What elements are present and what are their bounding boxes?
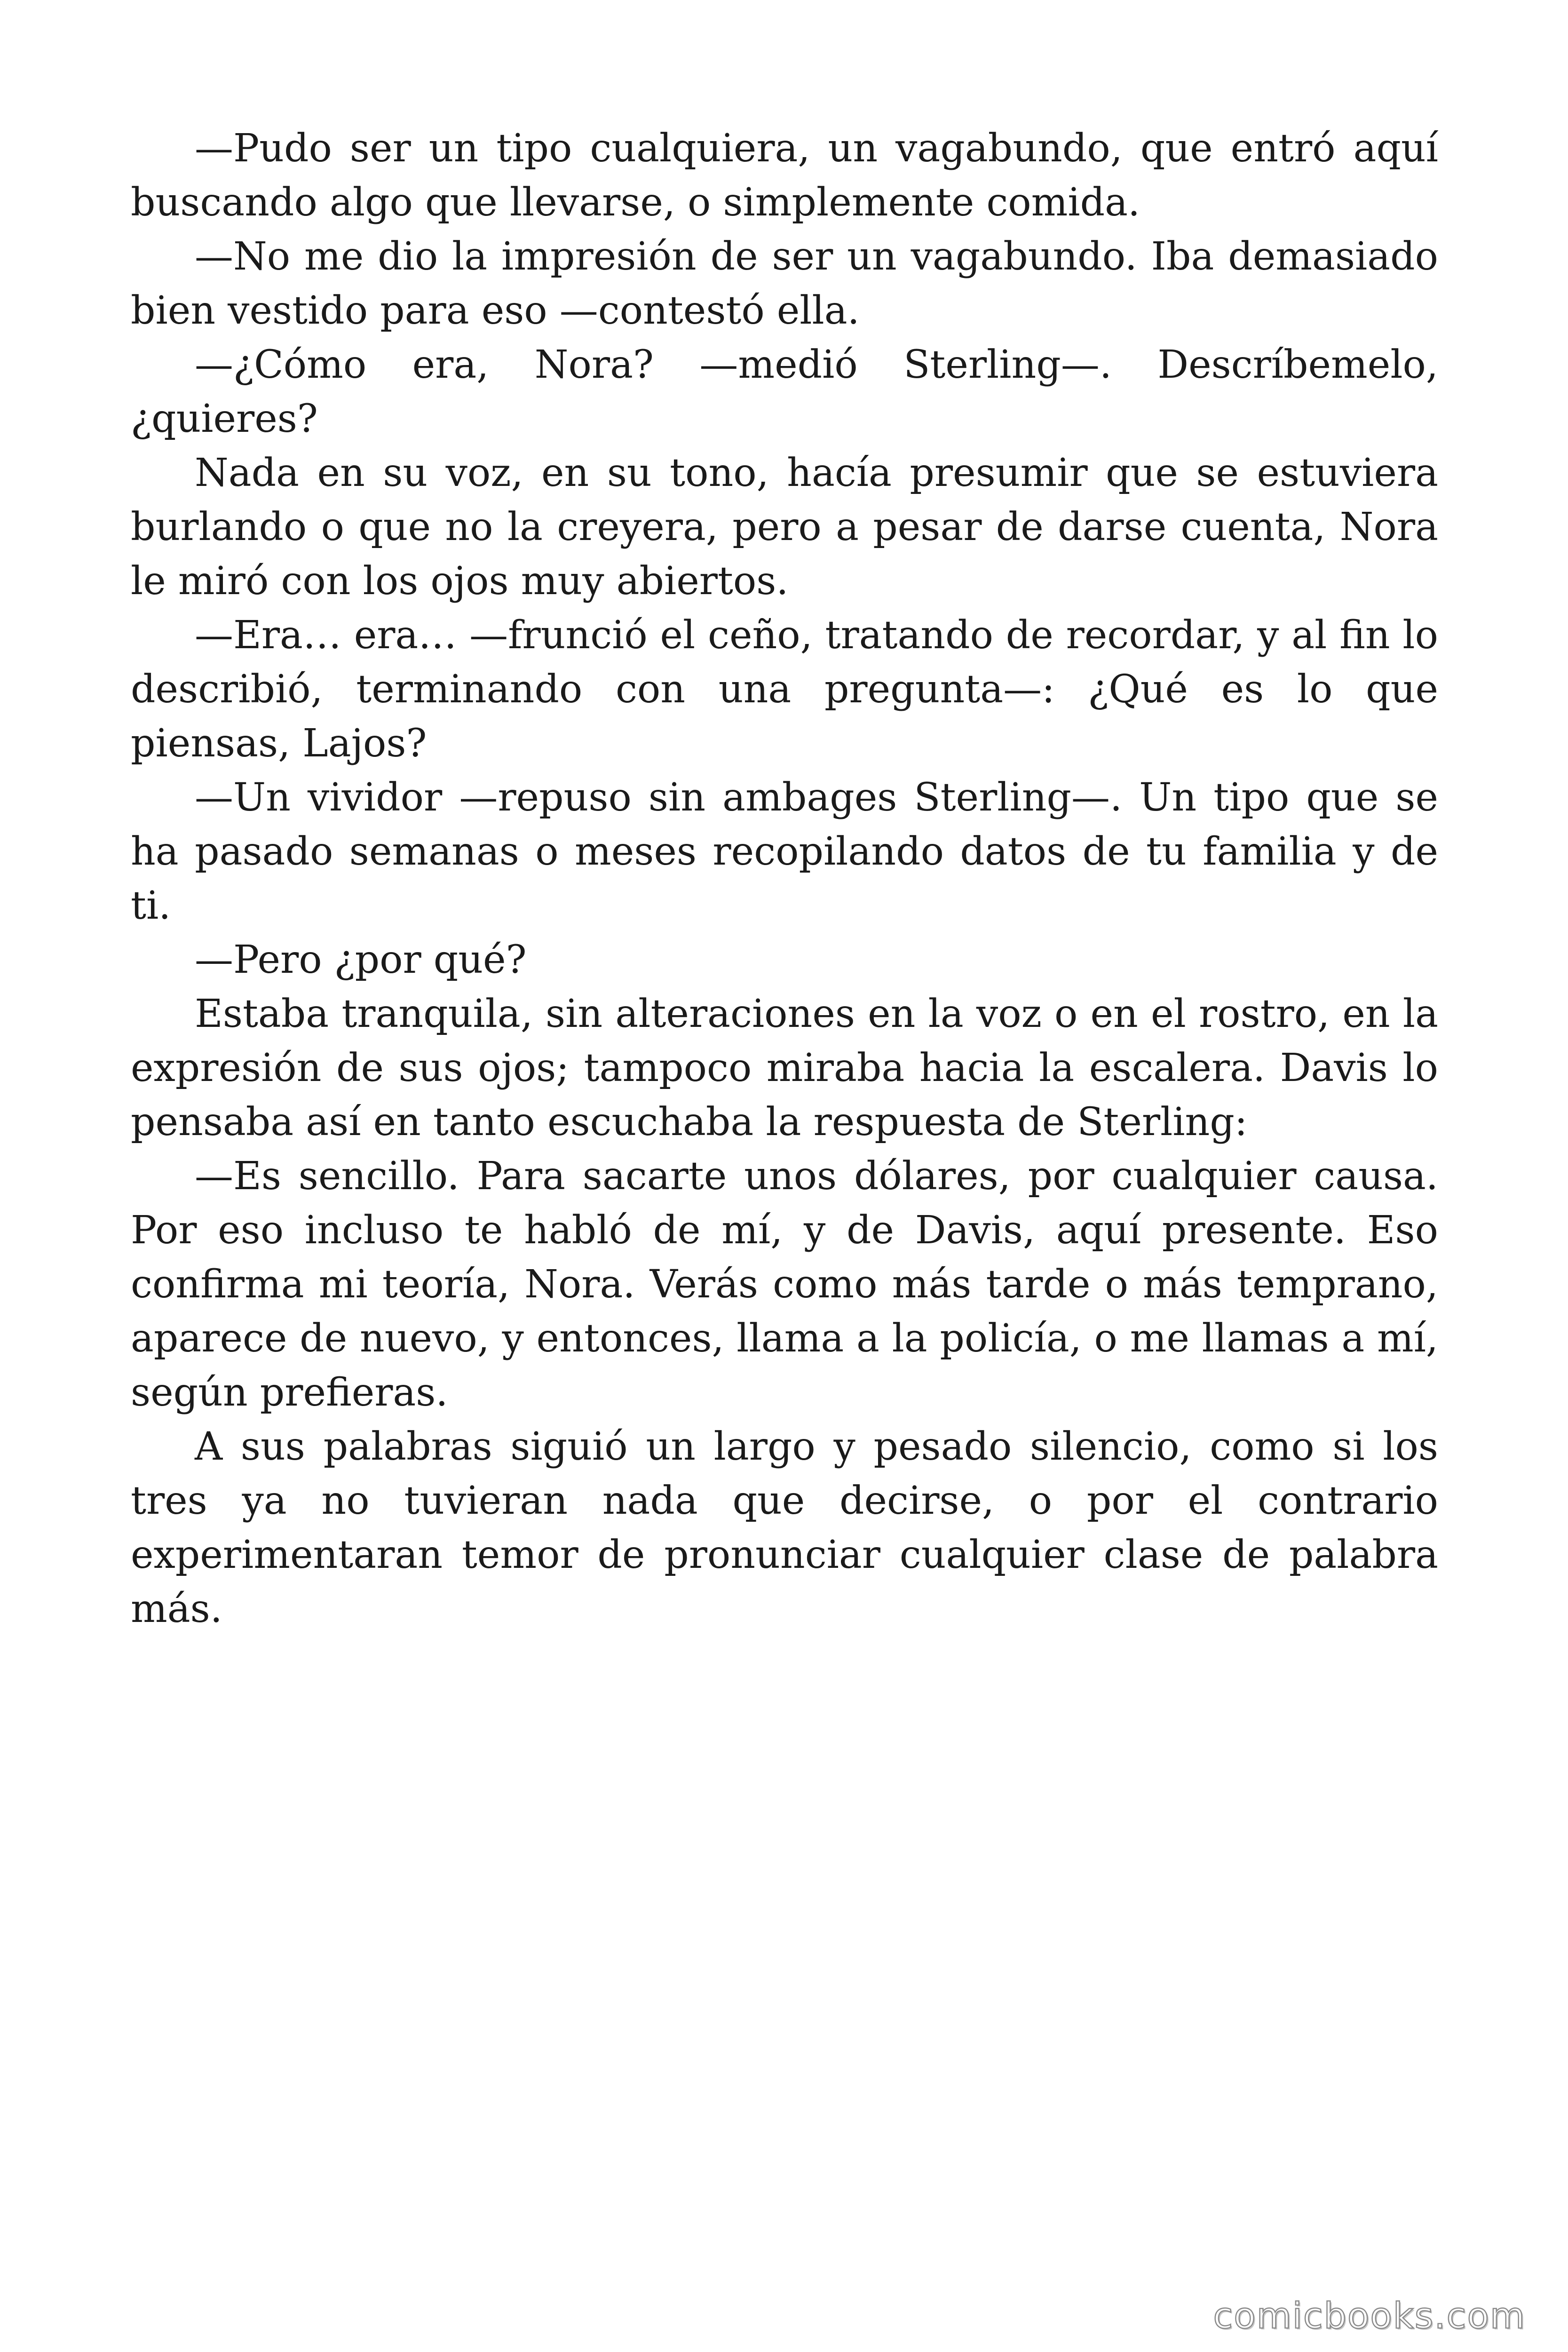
paragraph: —Pudo ser un tipo cualquiera, un vagabundo, que entró aquí buscando algo que llevarse, o simplemente comida. [131,126,1438,225]
watermark: comicbooks.com [1213,2295,1526,2336]
paragraph: —Es sencillo. Para sacarte unos dólares, por cualquier causa. Por eso incluso te habló de mí, y de Davis, aquí presente. Eso confirma mi teoría, Nora. Verás como más tarde o más temprano, aparece de nuevo, y entonces, llama a la policía, o me llamas a mí, según prefieras. [131,1154,1438,1415]
paragraph: A sus palabras siguió un largo y pesado silencio, como si los tres ya no tuvieran nada que decirse, o por el contrario experimentaran temor de pronunciar cualquier clase de palabra más. [131,1424,1438,1631]
paragraph: Estaba tranquila, sin alteraciones en la voz o en el rostro, en la expresión de sus ojos; tampoco miraba hacia la escalera. Davis lo pensaba así en tanto escuchaba la respuesta de Sterling: [131,992,1438,1144]
paragraph: Nada en su voz, en su tono, hacía presumir que se estuviera burlando o que no la creyera, pero a pesar de darse cuenta, Nora le miró con los ojos muy abiertos. [131,451,1438,604]
paragraph: —Un vividor —repuso sin ambages Sterling—. Un tipo que se ha pasado semanas o meses recopilando datos de tu familia y de ti. [131,775,1438,928]
paragraph: —Pero ¿por qué? [195,938,527,982]
page-text [131,121,1438,1636]
paragraph: —Era… era… —frunció el ceño, tratando de recordar, y al fin lo describió, terminando con una pregunta—: ¿Qué es lo que piensas, Lajos? [131,613,1438,766]
paragraph: —¿Cómo era, Nora? —medió Sterling—. Descríbemelo, ¿quieres? [131,342,1438,441]
paragraph: —No me dio la impresión de ser un vagabundo. Iba demasiado bien vestido para eso —contestó ella. [131,234,1438,333]
